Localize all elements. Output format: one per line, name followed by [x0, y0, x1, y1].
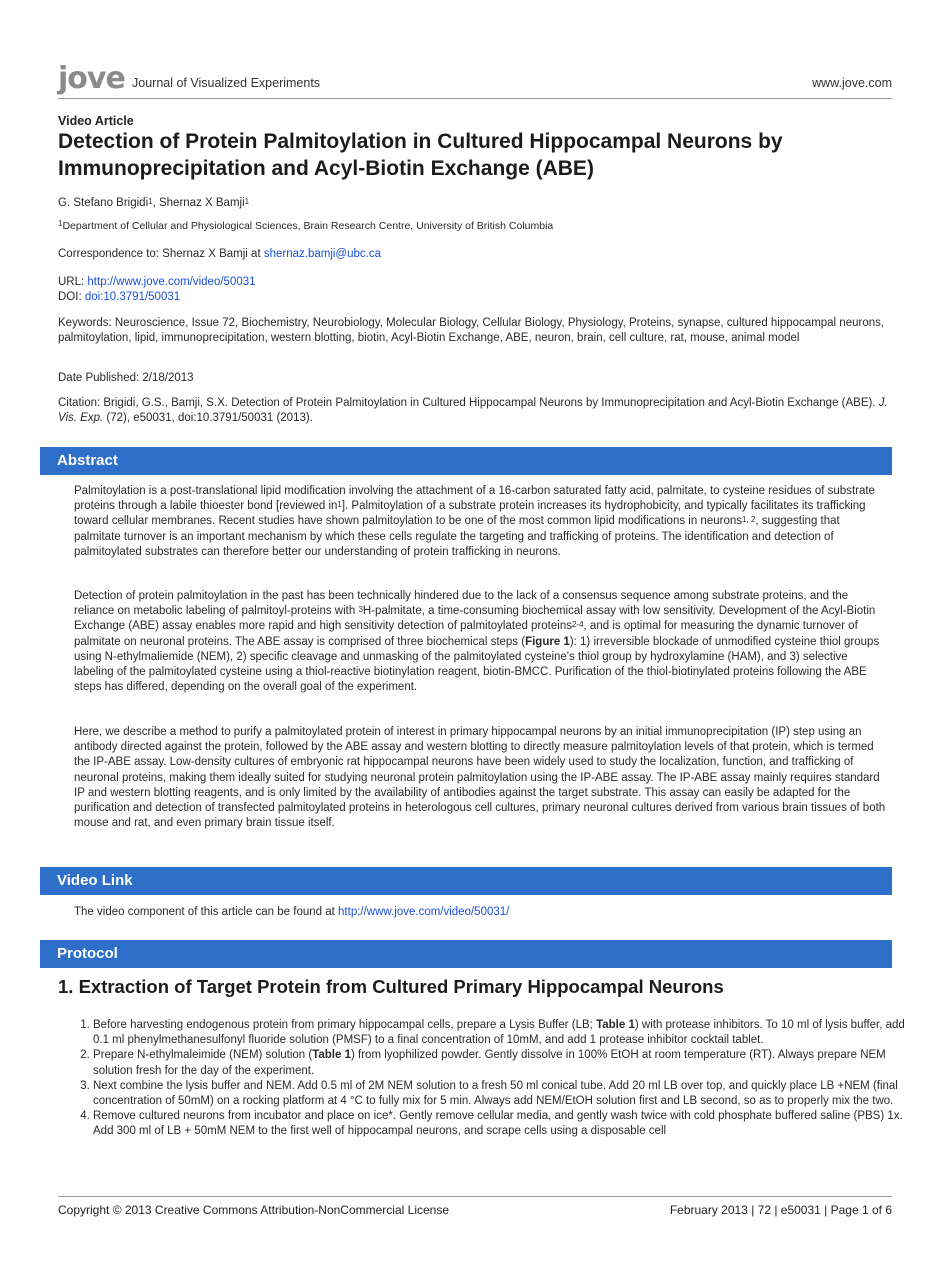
citation-ref: 1, 2 — [741, 515, 756, 525]
abstract-p2-text-c: , and is optimal for measuring the dynamic turnover of palmitate on neuronal proteins. The ABE assay is comprised of three biochemical steps ( — [74, 620, 858, 648]
protocol-step: 4. Remove cultured neurons from incubator and place on ice*. Gently remove cellular media, and gently wash twice with cold phosphate buffered saline (PBS) 1x. Add 300 ml of LB + 50mM NEM to the first well of hippocampal neurons, and scrape cells using a disposable cell — [93, 1109, 913, 1139]
url-line — [58, 275, 892, 290]
page-footer — [58, 1196, 892, 1225]
video-link-paragraph — [74, 905, 886, 920]
citation — [58, 396, 892, 426]
author-2-affiliation-mark: 1 — [244, 197, 250, 206]
isotope-superscript: 3 — [358, 605, 363, 615]
abstract-p1-text-b: ]. Palmitoylation of a substrate protein increases its hydrophobicity, and typically facilitates its trafficking toward cellular membranes. Recent studies have shown palmitoylation to be one of the most common lipid modifications in neurons — [74, 500, 866, 528]
abstract-p2-text-a: Detection of protein palmitoylation in the past has been technically hindered due to the lack of a consensus sequence among substrate proteins, and the reliance on metabolic labeling of palmitoyl-proteins with — [74, 590, 849, 618]
author-1: G. Stefano Brigidi — [58, 197, 149, 209]
url-label: URL: — [58, 276, 85, 288]
table-1-reference[interactable]: Table 1 — [312, 1049, 351, 1062]
article-url-link[interactable]: http://www.jove.com/video/50031 — [87, 276, 256, 288]
affiliation-mark: 1 — [58, 219, 63, 228]
site-url[interactable]: www.jove.com — [812, 76, 892, 90]
article-title: Detection of Protein Palmitoylation in Cultured Hippocampal Neurons by Immunoprecipitation and Acyl-Biotin Exchange (ABE) — [58, 130, 783, 180]
protocol-section-title: 1. Extraction of Target Protein from Cultured Primary Hippocampal Neurons — [58, 976, 724, 997]
abstract-p2-text-d: ): 1) irreversible blockade of unmodified cysteine thiol groups using N-ethylmaliemide (NEM), 2) specific cleavage and unmasking of the palmitoylated cysteine's thiol group by hydroxylamine (HAM), and 3) selective labeling of the palmitoylated cysteine using a thiol-reactive biotinylation reagent, biotin-BMCC. Purification of the thiol-biotinylated proteins following the ABE steps has differed, depending on the overall goal of the experiment. — [74, 635, 880, 694]
protocol-step: 3. Next combine the lysis buffer and NEM. Add 0.5 ml of 2M NEM solution to a fresh 50 ml conical tube. Add 20 ml LB over top, and quickly place LB +NEM (final concentration of 50mM) on a rocking platform at 4 °C to fully mix for 5 min. Always add NEM/EtOH solution first and LB second, so as to properly mix the two. — [93, 1079, 913, 1109]
page-info: February 2013 | 72 | e50031 | Page 1 of 6 — [669, 1203, 892, 1217]
abstract-p1-text-c: , suggesting that palmitate turnover is an important mechanism by which these cells regulate the targeting and trafficking of proteins. The identification and detection of palmitoylated substrates can therefore better our understanding of protein trafficking in neurons. — [74, 515, 840, 558]
step-1-text-a: Before harvesting endogenous protein from primary hippocampal cells, prepare a Lysis Buffer (LB; — [93, 1019, 593, 1031]
abstract-paragraph-3: Here, we describe a method to purify a palmitoylated protein of interest in primary hippocampal neurons by an initial immunoprecipitation (IP) step using an antibody directed against the protein, followed by the ABE assay and western blotting to directly measure palmitoylation levels of that protein, which is termed the IP-ABE assay. Low-density cultures of embryonic rat hippocampal neurons have been widely used to study the localization, function, and trafficking of neuronal proteins, making them ideally suited for studying neuronal protein palmitoylation using the IP-ABE assay. The IP-ABE assay mainly requires standard IP and western blotting reagents, and is only limited by the availability of antibodies against the target substrate. This assay can easily be adapted for the purification and detection of transfected palmitoylated proteins in heterologous cell cultures, primary neuronal cultures derived from various brain tissues of both mouse and rat, and even primary brain tissue itself. — [74, 726, 886, 830]
video-link-url[interactable]: http://www.jove.com/video/50031/ — [338, 906, 510, 918]
protocol-steps — [58, 1018, 913, 1140]
abstract-p2-text-b: H-palmitate, a time-consuming biochemical assay with low sensitivity. Development of the Acyl-Biotin Exchange (ABE) assay enables more rapid and high sensitivity detection of palmitoylated proteins — [74, 605, 876, 633]
abstract-p1-text-a: Palmitoylation is a post-translational lipid modification involving the attachment of a 16-carbon saturated fatty acid, palmitate, to cysteine residues of substrate proteins through a labile thioester bond [reviewed in — [74, 485, 875, 513]
correspondence-email-link[interactable]: shernaz.bamji@ubc.ca — [263, 248, 381, 260]
figure-1-reference[interactable]: Figure 1 — [525, 635, 570, 648]
abstract-heading: Abstract — [40, 447, 892, 475]
citation-ref: 2-4 — [571, 620, 584, 630]
doi-line — [58, 290, 892, 305]
copyright: Copyright © 2013 Creative Commons Attribution-NonCommercial License — [58, 1203, 450, 1217]
abstract-paragraph-2 — [74, 589, 886, 695]
protocol-heading: Protocol — [40, 940, 892, 968]
step-2-text-b: ) from lyophilized powder. Gently dissolve in 100% EtOH at room temperature (RT). Always prepare NEM solution fresh for the day of the experiment. — [93, 1049, 886, 1077]
author-2: Shernaz X Bamji — [158, 197, 245, 209]
table-1-reference[interactable]: Table 1 — [596, 1019, 635, 1031]
citation-ref: 1 — [337, 500, 342, 510]
journal-name: Journal of Visualized Experiments — [132, 76, 321, 90]
jove-logo[interactable] — [58, 60, 125, 94]
affiliation — [58, 219, 892, 233]
protocol-step — [93, 1018, 913, 1048]
correspondence — [58, 247, 892, 262]
date-published: Date Published: 2/18/2013 — [58, 372, 194, 384]
doi-label: DOI: — [58, 291, 82, 303]
correspondence-label: Correspondence to: Shernaz X Bamji at — [58, 248, 261, 260]
citation-journal: J. Vis. Exp. — [58, 397, 888, 424]
protocol-step — [93, 1048, 913, 1078]
step-1-text-b: ) with protease inhibitors. To 10 ml of lysis buffer, add 0.1 ml phenylmethanesulfonyl fluoride solution (PMSF) to a final concentration of 10mM, and add 1 protease inhibitor cocktail tablet. — [93, 1019, 905, 1047]
video-link-heading: Video Link — [40, 867, 892, 895]
abstract-paragraph-1 — [74, 484, 886, 560]
article-type: Video Article — [58, 114, 134, 128]
citation-details: (72), e50031, doi:10.3791/50031 (2013). — [106, 412, 313, 424]
keywords: Keywords: Neuroscience, Issue 72, Biochemistry, Neurobiology, Molecular Biology, Cellular Biology, Physiology, Proteins, synapse, cultured hippocampal neurons, palmitoylation, lipid, immunoprecipitation, western blotting, biotin, Acyl-Biotin Exchange, ABE, neuron, brain, cell culture, rat, mouse, animal model — [58, 317, 885, 344]
video-link-text: The video component of this article can be found at — [74, 906, 335, 918]
authors: G. Stefano Brigidi$^1$, Shernaz X Bamji$^1$ — [58, 197, 250, 209]
logo-text: jove — [58, 61, 125, 96]
page-header — [58, 60, 892, 99]
affiliation-text: Department of Cellular and Physiological Sciences, Brain Research Centre, University of British Columbia — [62, 220, 554, 232]
step-2-text-a: Prepare N-ethylmaleimide (NEM) solution ( — [93, 1049, 313, 1062]
doi-link[interactable]: doi:10.3791/50031 — [84, 291, 181, 303]
citation-text: Citation: Brigidi, G.S., Bamji, S.X. Detection of Protein Palmitoylation in Cultured Hippocampal Neurons by Immunoprecipitation and Acyl-Biotin Exchange (ABE). — [58, 397, 876, 409]
author-1-affiliation-mark: 1 — [148, 197, 153, 206]
